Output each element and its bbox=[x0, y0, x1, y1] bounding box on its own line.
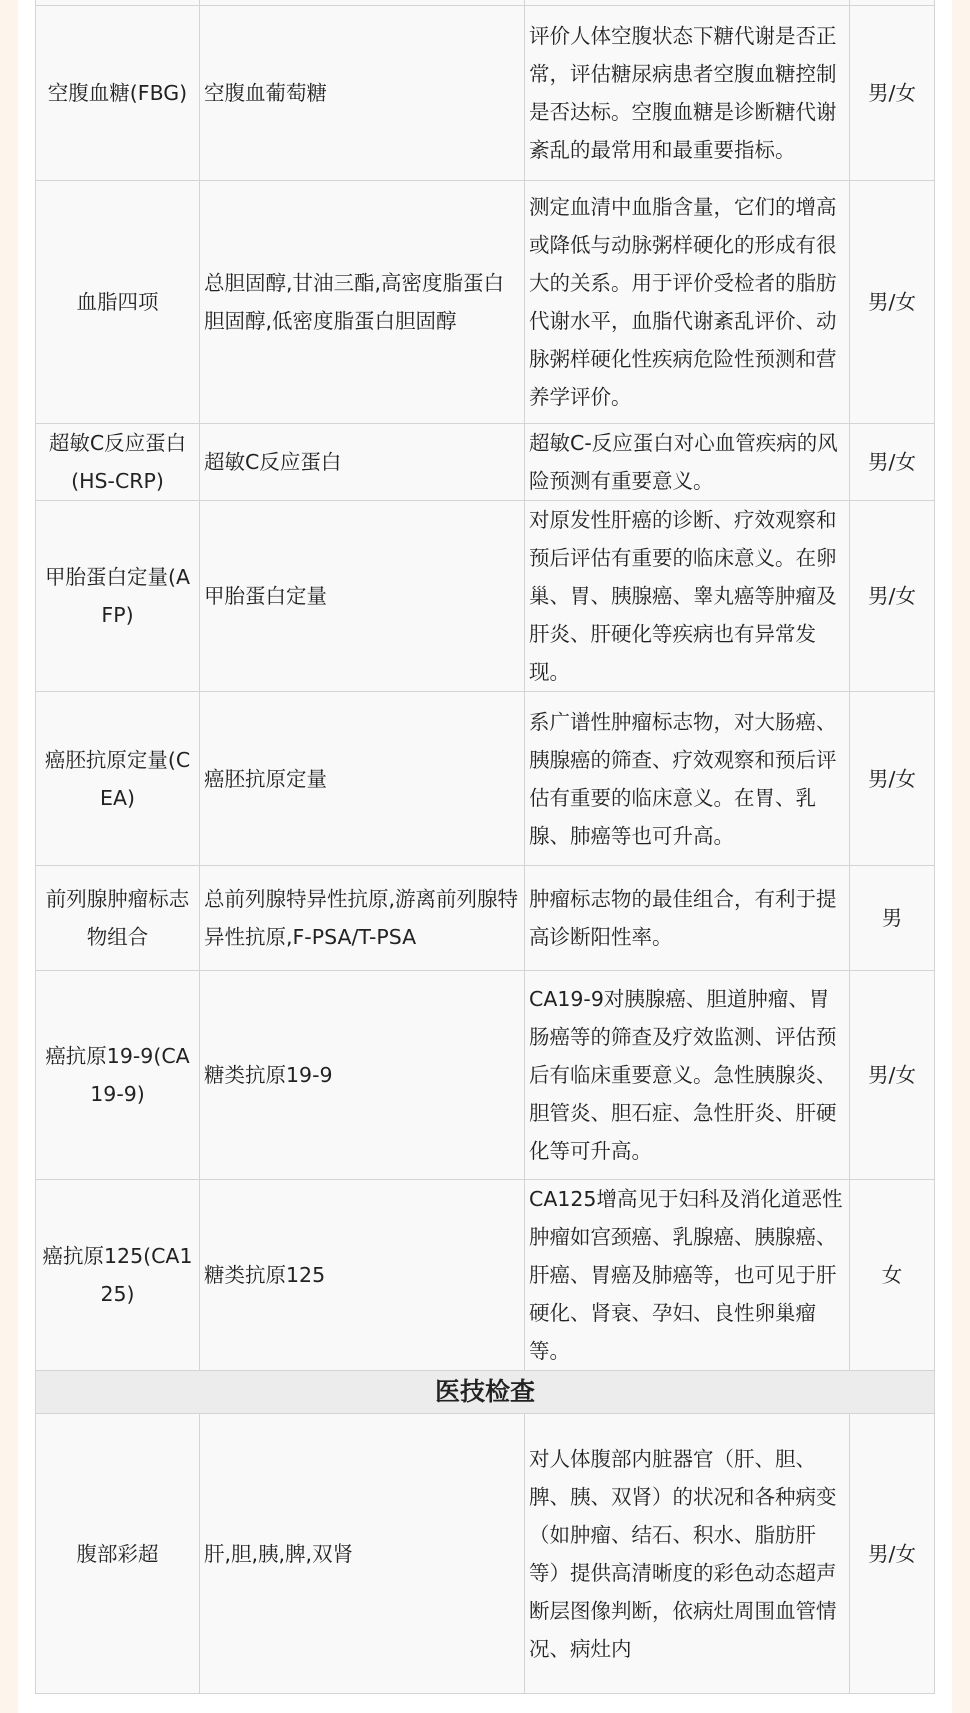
exam-name-cell: 前列腺肿瘤标志物组合 bbox=[36, 866, 200, 971]
exam-items-cell: 总前列腺特异性抗原,游离前列腺特异性抗原,F-PSA/T-PSA bbox=[200, 866, 525, 971]
exam-name-cell: 超敏C反应蛋白(HS-CRP) bbox=[36, 424, 200, 501]
exam-sex-cell: 男/女 bbox=[850, 181, 935, 424]
exam-name-cell: 癌胚抗原定量(CEA) bbox=[36, 692, 200, 866]
exam-desc-cell: 肿瘤标志物的最佳组合，有利于提高诊断阳性率。 bbox=[525, 866, 850, 971]
exam-desc-cell: CA19-9对胰腺癌、胆道肿瘤、胃肠癌等的筛查及疗效监测、评估预后有临床重要意义。急性胰腺炎、胆管炎、胆石症、急性肝炎、肝硬化等可升高。 bbox=[525, 971, 850, 1180]
exam-items-cell: 癌胚抗原定量 bbox=[200, 692, 525, 866]
table-row-ca125 bbox=[36, 1180, 935, 1371]
exam-sex-cell: 男/女 bbox=[850, 1414, 935, 1694]
exam-sex-cell: 男/女 bbox=[850, 501, 935, 692]
table-row-fbg bbox=[36, 6, 935, 181]
exam-desc-cell: 超敏C-反应蛋白对心血管疾病的风险预测有重要意义。 bbox=[525, 424, 850, 501]
table-row-lipid bbox=[36, 181, 935, 424]
exam-name-cell: 癌抗原125(CA125) bbox=[36, 1180, 200, 1371]
exam-items-cell: 肝,胆,胰,脾,双肾 bbox=[200, 1414, 525, 1694]
exam-name-cell: 空腹血糖(FBG) bbox=[36, 6, 200, 181]
exam-items-cell: 超敏C反应蛋白 bbox=[200, 424, 525, 501]
table-row-psa bbox=[36, 866, 935, 971]
table-row-ca199 bbox=[36, 971, 935, 1180]
exam-desc-cell: 对原发性肝癌的诊断、疗效观察和预后评估有重要的临床意义。在卵巢、胃、胰腺癌、睾丸癌等肿瘤及肝炎、肝硬化等疾病也有异常发现。 bbox=[525, 501, 850, 692]
exam-sex-cell: 男/女 bbox=[850, 692, 935, 866]
exam-items-cell: 糖类抗原19-9 bbox=[200, 971, 525, 1180]
exam-desc-cell: 评价人体空腹状态下糖代谢是否正常，评估糖尿病患者空腹血糖控制是否达标。空腹血糖是诊断糖代谢紊乱的最常用和最重要指标。 bbox=[525, 6, 850, 181]
exam-sex-cell: 男/女 bbox=[850, 971, 935, 1180]
exam-desc-cell: 测定血清中血脂含量，它们的增高或降低与动脉粥样硬化的形成有很大的关系。用于评价受检者的脂肪代谢水平，血脂代谢紊乱评价、动脉粥样硬化性疾病危险性预测和营养学评价。 bbox=[525, 181, 850, 424]
table-row-abdominal-ultrasound bbox=[36, 1414, 935, 1694]
exam-desc-cell: 对人体腹部内脏器官（肝、胆、脾、胰、双肾）的状况和各种病变（如肿瘤、结石、积水、脂肪肝等）提供高清晰度的彩色动态超声断层图像判断，依病灶周围血管情况、病灶内 bbox=[525, 1414, 850, 1694]
exam-sex-cell: 男/女 bbox=[850, 424, 935, 501]
exam-items-cell: 空腹血葡萄糖 bbox=[200, 6, 525, 181]
exam-items-cell: 糖类抗原125 bbox=[200, 1180, 525, 1371]
section-title: 医技检查 bbox=[36, 1371, 935, 1414]
table-row-cea bbox=[36, 692, 935, 866]
table-row-afp bbox=[36, 501, 935, 692]
exam-sex-cell: 男 bbox=[850, 866, 935, 971]
exam-desc-cell: 系广谱性肿瘤标志物，对大肠癌、胰腺癌的筛查、疗效观察和预后评估有重要的临床意义。在胃、乳腺、肺癌等也可升高。 bbox=[525, 692, 850, 866]
exam-items-table bbox=[35, 0, 935, 1694]
exam-name-cell: 血脂四项 bbox=[36, 181, 200, 424]
section-header-row bbox=[36, 1371, 935, 1414]
exam-desc-cell: CA125增高见于妇科及消化道恶性肿瘤如宫颈癌、乳腺癌、胰腺癌、肝癌、胃癌及肺癌等，也可见于肝硬化、肾衰、孕妇、良性卵巢瘤等。 bbox=[525, 1180, 850, 1371]
exam-items-cell: 总胆固醇,甘油三酯,高密度脂蛋白胆固醇,低密度脂蛋白胆固醇 bbox=[200, 181, 525, 424]
exam-items-cell: 甲胎蛋白定量 bbox=[200, 501, 525, 692]
exam-sex-cell: 男/女 bbox=[850, 6, 935, 181]
exam-name-cell: 癌抗原19-9(CA19-9) bbox=[36, 971, 200, 1180]
table-row-hscrp bbox=[36, 424, 935, 501]
exam-name-cell: 甲胎蛋白定量(AFP) bbox=[36, 501, 200, 692]
exam-name-cell: 腹部彩超 bbox=[36, 1414, 200, 1694]
exam-sex-cell: 女 bbox=[850, 1180, 935, 1371]
